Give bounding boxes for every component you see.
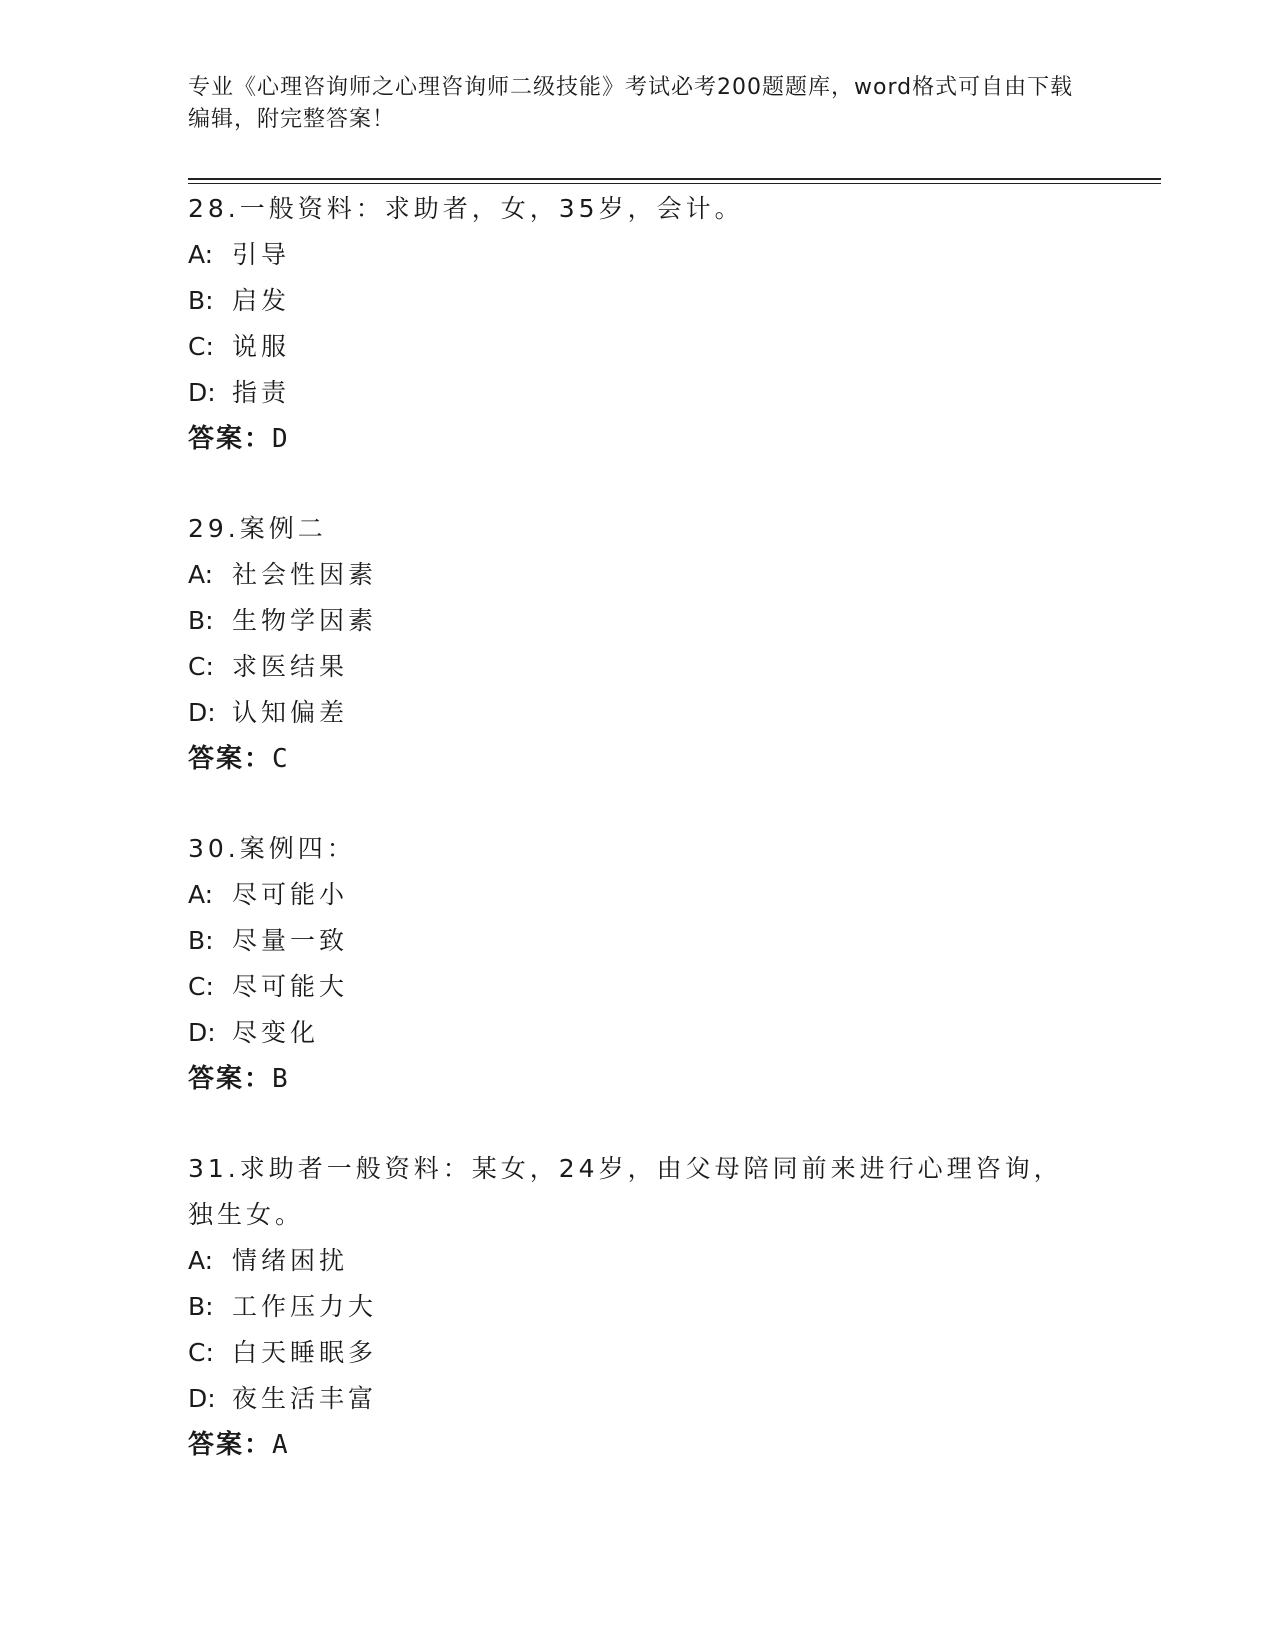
answer-value: A xyxy=(272,1430,290,1460)
header-divider xyxy=(188,178,1161,180)
option-letter: B: xyxy=(188,926,214,955)
option-letter: A: xyxy=(188,1246,214,1275)
option-letter: A: xyxy=(188,880,214,909)
document-header: 专业《心理咨询师之心理咨询师二级技能》考试必考200题题库，word格式可自由下载编辑，附完整答案！ xyxy=(188,75,1074,132)
option-b xyxy=(188,598,1088,644)
option-letter: C: xyxy=(188,652,214,681)
answer-line xyxy=(188,1422,1068,1468)
answer-line xyxy=(188,1056,1088,1102)
option-a xyxy=(188,232,1088,278)
option-a xyxy=(188,872,1088,918)
answer-line xyxy=(188,416,1088,462)
option-d xyxy=(188,1376,1068,1422)
option-c xyxy=(188,324,1088,370)
option-text: 生物学因素 xyxy=(232,606,378,635)
option-letter: A: xyxy=(188,240,214,269)
answer-value: B xyxy=(272,1064,290,1094)
answer-label: 答案： xyxy=(188,424,273,454)
option-text: 工作压力大 xyxy=(232,1292,378,1321)
option-text: 引导 xyxy=(232,240,291,269)
option-letter: D: xyxy=(188,378,216,407)
option-letter: D: xyxy=(188,1384,216,1413)
option-a xyxy=(188,552,1088,598)
option-text: 尽可能小 xyxy=(232,880,349,909)
option-letter: D: xyxy=(188,1018,216,1047)
option-text: 尽量一致 xyxy=(232,926,349,955)
option-text: 启发 xyxy=(232,286,291,315)
question-block xyxy=(188,186,1088,462)
option-c xyxy=(188,644,1088,690)
option-letter: C: xyxy=(188,972,214,1001)
question-stem: 30.案例四： xyxy=(188,834,356,863)
answer-label: 答案： xyxy=(188,1064,273,1094)
option-b xyxy=(188,1284,1068,1330)
option-letter: B: xyxy=(188,1292,214,1321)
option-c xyxy=(188,964,1088,1010)
option-text: 尽可能大 xyxy=(232,972,349,1001)
option-d xyxy=(188,690,1088,736)
answer-label: 答案： xyxy=(188,744,273,774)
question-block xyxy=(188,506,1088,782)
option-letter: D: xyxy=(188,698,216,727)
option-text: 白天睡眠多 xyxy=(232,1338,378,1367)
option-text: 求医结果 xyxy=(232,652,349,681)
answer-label: 答案： xyxy=(188,1430,273,1460)
option-text: 情绪困扰 xyxy=(232,1246,349,1275)
option-b xyxy=(188,918,1088,964)
option-text: 指责 xyxy=(232,378,291,407)
option-a xyxy=(188,1238,1068,1284)
question-block xyxy=(188,826,1088,1102)
option-text: 说服 xyxy=(232,332,291,361)
option-letter: B: xyxy=(188,606,214,635)
option-letter: B: xyxy=(188,286,214,315)
option-d xyxy=(188,370,1088,416)
header-divider-thin xyxy=(188,183,1161,184)
answer-value: D xyxy=(272,424,290,454)
option-letter: C: xyxy=(188,1338,214,1367)
option-c xyxy=(188,1330,1068,1376)
answer-value: C xyxy=(272,744,290,774)
option-letter: A: xyxy=(188,560,214,589)
question-stem: 29.案例二 xyxy=(188,514,327,543)
option-d xyxy=(188,1010,1088,1056)
option-b xyxy=(188,278,1088,324)
option-text: 夜生活丰富 xyxy=(232,1384,378,1413)
option-text: 尽变化 xyxy=(232,1018,320,1047)
option-text: 认知偏差 xyxy=(232,698,349,727)
option-letter: C: xyxy=(188,332,214,361)
question-stem: 28.一般资料：求助者，女，35岁，会计。 xyxy=(188,194,744,223)
question-block xyxy=(188,1146,1068,1468)
question-stem: 31.求助者一般资料：某女，24岁，由父母陪同前来进行心理咨询，独生女。 xyxy=(188,1154,1063,1229)
answer-line xyxy=(188,736,1088,782)
option-text: 社会性因素 xyxy=(232,560,378,589)
